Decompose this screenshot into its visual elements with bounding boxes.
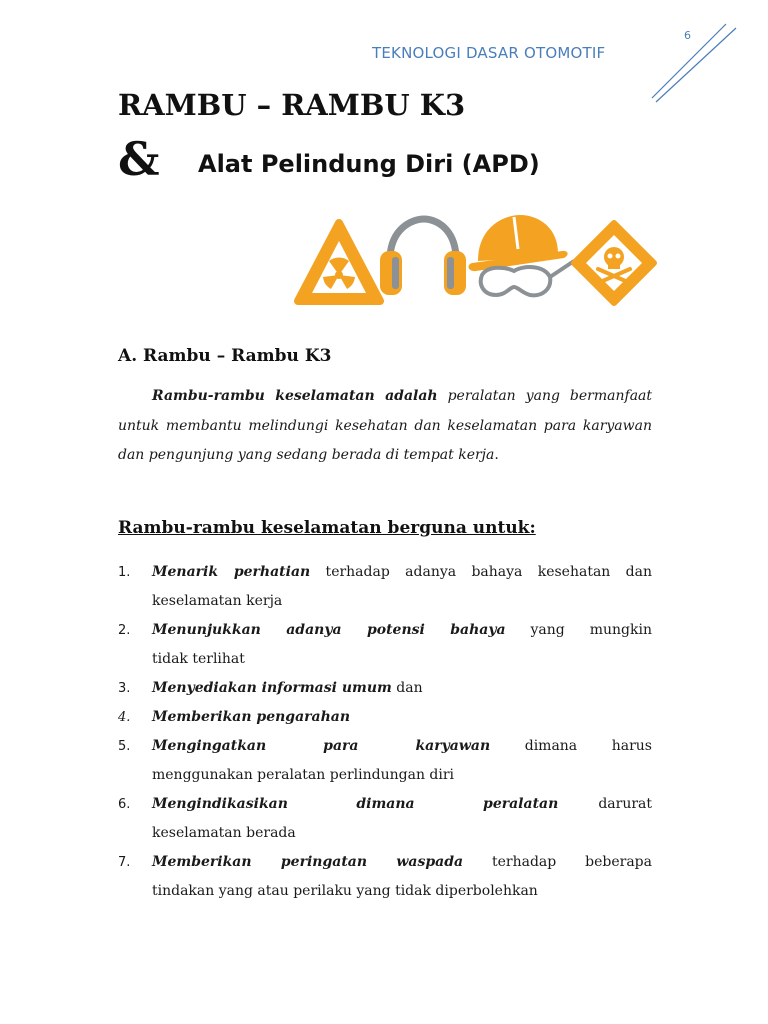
section-heading-rambu-k3: A. Rambu – Rambu K3 [118,346,332,366]
list-item [118,848,652,906]
list-item-number: 5. [118,739,131,754]
toxic-warning-sign-icon [574,223,654,303]
list-item-number: 6. [118,797,131,812]
list-item-text: yang mungkin [505,622,652,638]
list-item-text: dan [391,680,423,696]
page-number: 6 [684,29,691,42]
ear-muffs-icon [380,219,466,295]
apd-illustration [292,205,660,315]
hard-hat-icon [469,215,568,271]
list-item-emphasis: Mengindikasikan dimana peralatan [152,796,559,812]
list-item [118,616,652,674]
list-item-text: darurat [558,796,653,812]
page-title: RAMBU – RAMBU K3 [118,88,466,122]
safety-goggles-icon [481,261,574,295]
benefits-heading: Rambu-rambu keselamatan berguna untuk: [118,518,536,538]
radiation-warning-sign-icon [298,223,380,301]
header-decorative-lines [640,22,740,104]
list-item-emphasis: Menyediakan informasi umum [152,680,392,696]
list-item-text: terhadap beberapa [463,854,652,870]
list-item-continuation: keselamatan berada [152,825,296,841]
list-item-number: 2. [118,623,131,638]
list-item-emphasis: Menunjukkan adanya potensi bahaya [152,622,506,638]
intro-paragraph [118,382,652,471]
list-item-continuation: tindakan yang atau perilaku yang tidak diperbolehkan [152,883,538,899]
list-item-number: 4. [118,710,131,725]
list-item-text: terhadap adanya bahaya kesehatan dan [310,564,653,580]
list-item-emphasis: Memberikan pengarahan [152,709,351,725]
intro-body: peralatan yang bermanfaat untuk membantu melindungi kesehatan dan keselamatan para karyawan dan pengunjung yang sedang berada di tempat kerja [118,388,653,463]
list-item [118,674,652,703]
list-item [118,790,652,848]
benefits-list [118,558,652,906]
list-item-emphasis: Memberikan peringatan waspada [152,854,464,870]
list-item-continuation: keselamatan kerja [152,593,283,609]
list-item-number: 1. [118,565,131,580]
page-subtitle: Alat Pelindung Diri (APD) [198,150,540,178]
intro-end: . [494,447,499,463]
list-item-emphasis: Mengingatkan para karyawan [152,738,491,754]
intro-lead: Rambu-rambu keselamatan adalah [152,388,438,404]
running-header-title: TEKNOLOGI DASAR OTOMOTIF [372,44,606,62]
list-item [118,558,652,616]
list-item-continuation: menggunakan peralatan perlindungan diri [152,767,455,783]
list-item-number: 7. [118,855,131,870]
list-item-emphasis: Menarik perhatian [152,564,311,580]
list-item [118,732,652,790]
list-item-number: 3. [118,681,131,696]
ampersand-glyph: & [118,132,160,186]
list-item [118,703,652,732]
list-item-continuation: tidak terlihat [152,651,245,667]
list-item-text: dimana harus [490,738,652,754]
